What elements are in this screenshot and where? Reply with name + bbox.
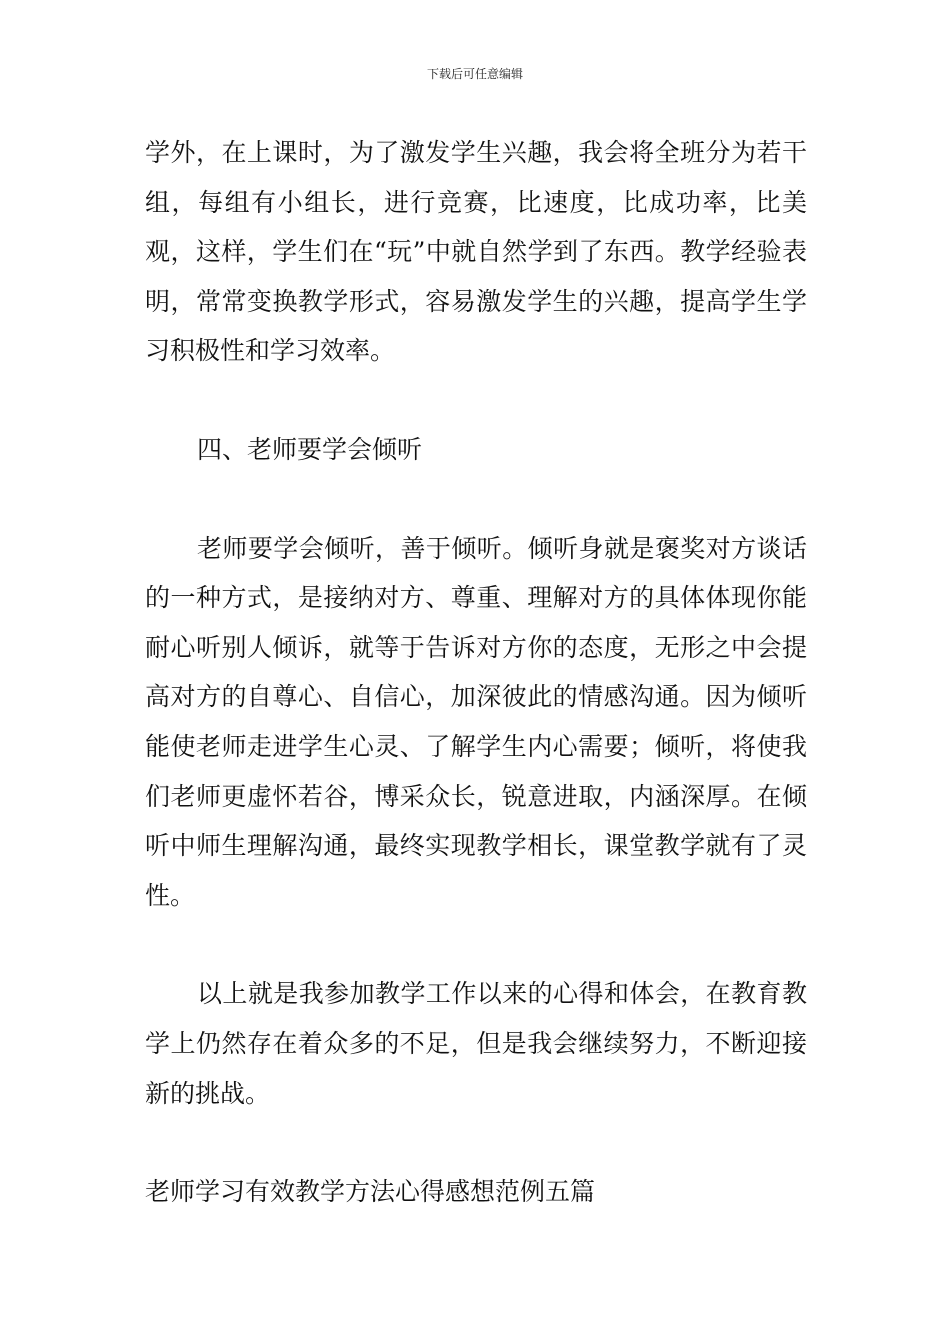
page-header-note: 下载后可任意编辑 (426, 67, 523, 81)
document-body (145, 128, 807, 1217)
paragraph-gap (145, 475, 807, 524)
next-article-title: 老师学习有效教学方法心得感想范例五篇 (145, 1177, 596, 1207)
paragraph-gap (145, 1118, 807, 1167)
paragraph-gap (145, 920, 807, 969)
paragraph-gap (145, 376, 807, 425)
paragraph-teaching-methods: 学外，在上课时，为了激发学生兴趣，我会将全班分为若干组，每组有小组长，进行竞赛，比速度，比成功率，比美观，这样，学生们在“玩”中就自然学到了东西。教学经验表明，常常变换教学形式，容易激发学生的兴趣，提高学生学习积极性和学习效率。 (145, 138, 807, 366)
paragraph-conclusion: 以上就是我参加教学工作以来的心得和体会，在教育教学上仍然存在着众多的不足，但是我会继续努力，不断迎接新的挑战。 (145, 979, 807, 1108)
paragraph-listening: 老师要学会倾听，善于倾听。倾听身就是褒奖对方谈话的一种方式，是接纳对方、尊重、理解对方的具体体现你能耐心听别人倾诉，就等于告诉对方你的态度，无形之中会提高对方的自尊心、自信心，加深彼此的情感沟通。因为倾听能使老师走进学生心灵、了解学生内心需要；倾听，将使我们老师更虚怀若谷，博采众长，锐意进取，内涵深厚。在倾听中师生理解沟通，最终实现教学相长，课堂教学就有了灵性。 (145, 533, 807, 910)
section-heading-listening: 四、老师要学会倾听 (197, 434, 423, 464)
